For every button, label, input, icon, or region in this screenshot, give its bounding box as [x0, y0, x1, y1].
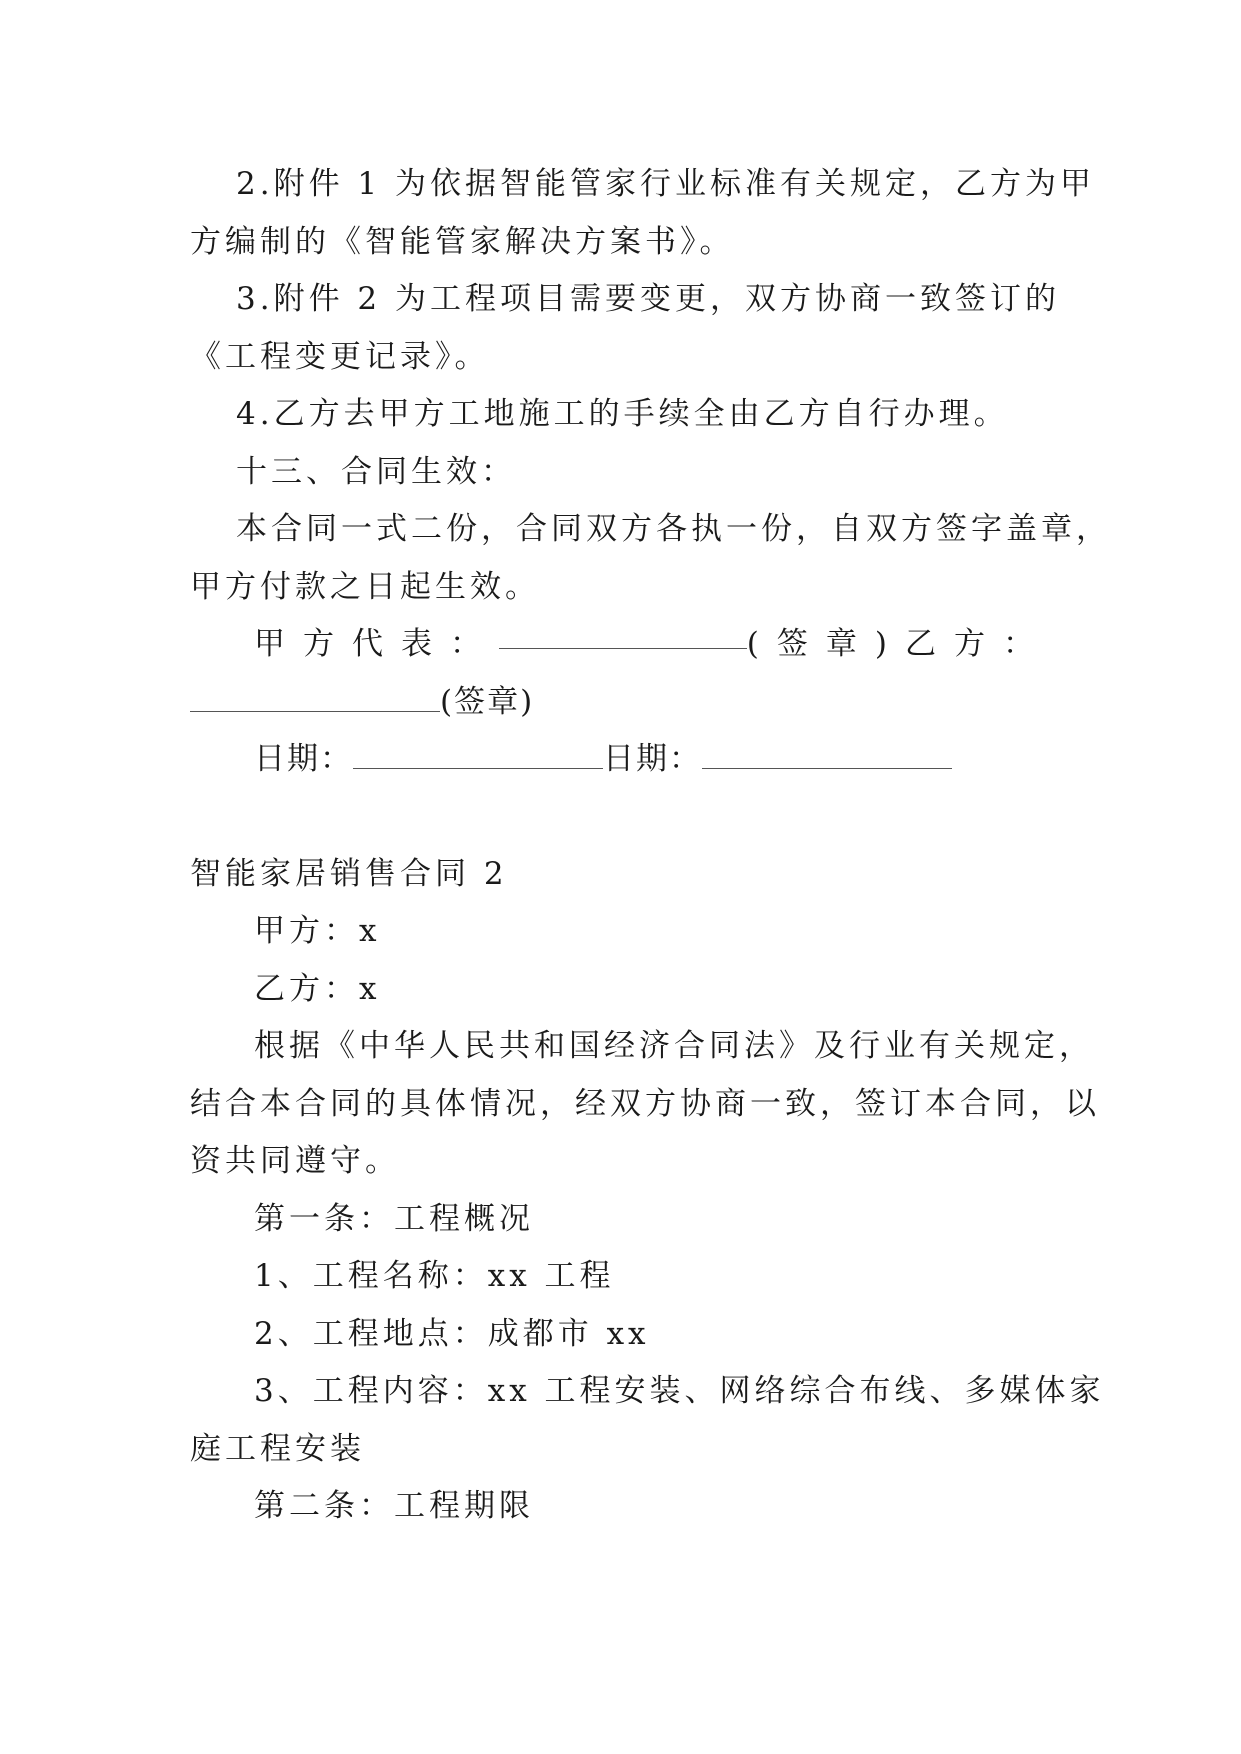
party-a-signature-blank [499, 618, 747, 649]
party-b-label: 乙方： [905, 626, 1052, 662]
seal-label-2: (签章) [440, 683, 535, 720]
item2-line2: 方编制的《智能管家解决方案书》。 [190, 223, 735, 260]
effect-line1: 本合同一式二份，合同双方各执一份，自双方签字盖章， [236, 511, 1111, 547]
contract2-party-a: 甲方：x [254, 913, 381, 949]
article1-item2: 2、工程地点：成都市 xx [254, 1315, 650, 1352]
preamble-line2: 结合本合同的具体情况，经双方协商一致，签订本合同，以 [190, 1085, 1100, 1122]
party-a-rep-label: 甲方代表： [254, 626, 499, 662]
article1-item1: 1、工程名称：xx 工程 [254, 1258, 615, 1294]
article2-heading: 第二条：工程期限 [254, 1488, 534, 1524]
item3-line1: 3.附件 2 为工程项目需要变更，双方协商一致签订的 [236, 281, 1061, 317]
item4: 4.乙方去甲方工地施工的手续全由乙方自行办理。 [236, 396, 1009, 432]
date-blank-2 [702, 738, 952, 769]
date-blank-1 [353, 738, 603, 769]
preamble-line1: 根据《中华人民共和国经济合同法》及行业有关规定， [254, 1028, 1094, 1064]
party-b-signature-blank [190, 681, 440, 712]
section-gap [190, 791, 1052, 848]
effect-line2: 甲方付款之日起生效。 [190, 568, 540, 605]
preamble-line3: 资共同遵守。 [190, 1143, 400, 1179]
article1-item3-line2: 庭工程安装 [190, 1430, 365, 1467]
signature-row-1 [190, 618, 1052, 676]
article1-heading: 第一条：工程概况 [254, 1200, 534, 1237]
article1-item3-line1: 3、工程内容：xx 工程安装、网络综合布线、多媒体家 [254, 1373, 1105, 1409]
item3-line2: 《工程变更记录》。 [190, 338, 490, 375]
contract2-title: 智能家居销售合同 2 [190, 855, 508, 892]
date-label-1: 日期： [254, 741, 353, 777]
document-page [190, 158, 1111, 1538]
contract2-party-b: 乙方：x [254, 970, 381, 1007]
seal-label-1: (签章) [746, 626, 905, 662]
item2-line1: 2.附件 1 为依据智能管家行业标准有关规定，乙方为甲 [236, 166, 1096, 202]
signature-row-2 [190, 676, 1052, 734]
heading-13: 十三、合同生效： [236, 453, 516, 490]
date-label-2: 日期： [603, 741, 702, 777]
date-row [190, 733, 1052, 791]
